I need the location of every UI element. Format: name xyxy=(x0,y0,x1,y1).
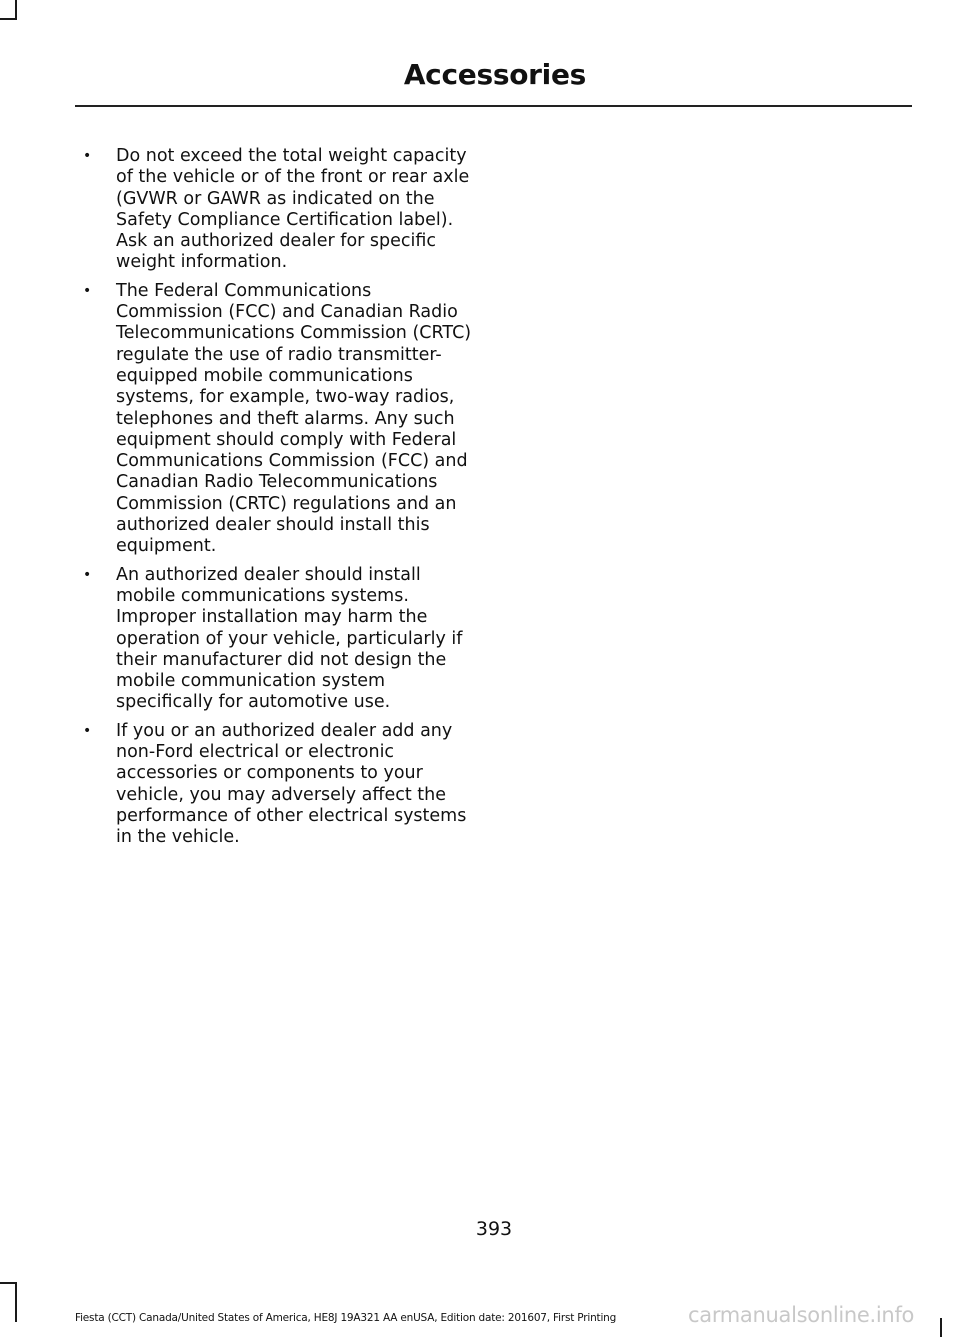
bullet-symbol: • xyxy=(83,566,92,583)
list-item-text: If you or an authorized dealer add any non-Ford electrical or electronic accessories or components to your vehicle, you may adversely affect the performance of other electrical systems in the vehicle. xyxy=(116,720,467,848)
watermark: carmanualsonline.info xyxy=(688,1303,915,1327)
bullet-symbol: • xyxy=(83,282,92,299)
crop-mark-top-left-horizontal xyxy=(0,18,17,20)
page-title: Accessories xyxy=(403,58,586,91)
list-item-text: Do not exceed the total weight capacity of the vehicle or of the front or rear axle (GVWR or GAWR as indicated on the Safety Compliance Certification label). Ask an authorized dealer for specific weight information. xyxy=(116,146,470,273)
list-item xyxy=(78,565,478,714)
footer-text: Fiesta (CCT) Canada/United States of America, HE8J 19A321 AA enUSA, Edition date: 201607, First Printing xyxy=(75,1312,617,1324)
list-item-text: An authorized dealer should install mobile communications systems. Improper installation may harm the operation of your vehicle, particularly if their manufacturer did not design the mobile communication system specifically for automotive use. xyxy=(116,564,463,713)
crop-mark-bottom-left-horizontal xyxy=(0,1282,17,1284)
crop-mark-bottom-right-vertical xyxy=(940,1318,942,1337)
list-item-text: The Federal Communications Commission (FCC) and Canadian Radio Telecommunications Commission (CRTC) regulate the use of radio transmitter-equipped mobile communications systems, for example, two-way radios, telephones and theft alarms. Any such equipment should comply with Federal Communications Commission (FCC) and Canadian Radio Telecommunications Commission (CRTC) regulations and an authorized dealer should install this equipment. xyxy=(116,280,472,557)
bullet-list xyxy=(78,146,478,856)
crop-mark-top-left-vertical xyxy=(15,0,17,20)
crop-mark-bottom-left-vertical xyxy=(15,1282,17,1322)
header-divider xyxy=(75,105,912,107)
list-item xyxy=(78,146,478,274)
bullet-symbol: • xyxy=(83,722,92,739)
bullet-symbol: • xyxy=(83,148,92,164)
list-item xyxy=(78,721,478,849)
list-item xyxy=(78,281,478,558)
page-number: 393 xyxy=(475,1218,513,1240)
